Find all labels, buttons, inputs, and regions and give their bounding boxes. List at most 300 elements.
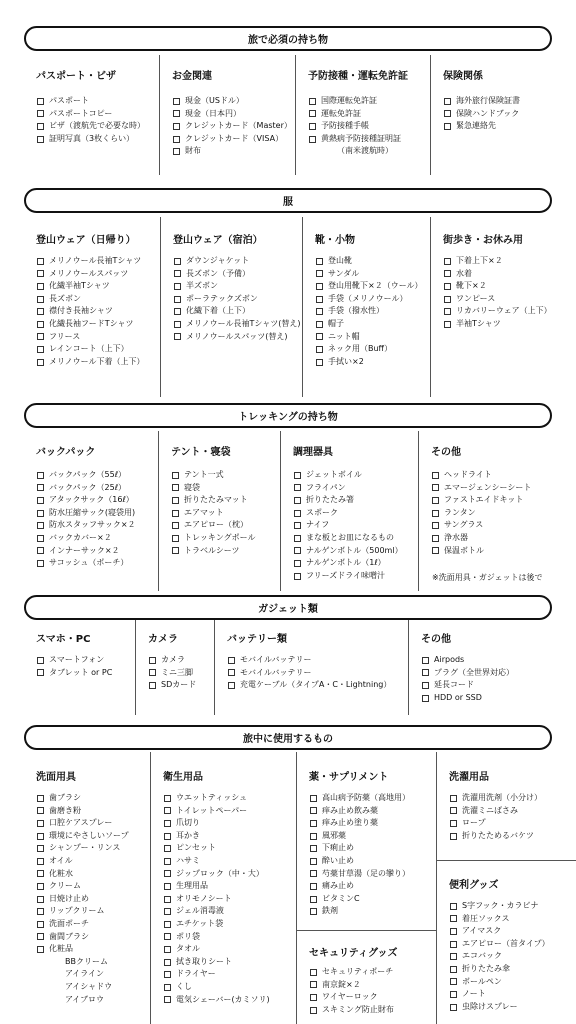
checkbox[interactable] [173, 123, 180, 130]
checkbox[interactable] [309, 98, 316, 105]
checklist-item[interactable] [164, 792, 294, 805]
checkbox[interactable] [294, 547, 301, 554]
checkbox[interactable] [149, 657, 156, 664]
checkbox[interactable] [310, 820, 317, 827]
checklist-item[interactable] [37, 133, 157, 146]
checklist-item[interactable] [422, 667, 574, 680]
checkbox[interactable] [37, 946, 44, 953]
checkbox[interactable] [164, 921, 171, 928]
checkbox[interactable] [173, 136, 180, 143]
checklist-item-label: メリノウール下着（上下） [49, 356, 145, 366]
checkbox[interactable] [422, 669, 429, 676]
checkbox[interactable] [37, 820, 44, 827]
checklist-item[interactable] [294, 545, 416, 558]
checklist-item[interactable] [37, 817, 148, 830]
checkbox[interactable] [444, 308, 451, 315]
checklist-item[interactable] [316, 280, 428, 293]
checkbox[interactable] [37, 258, 44, 265]
checkbox[interactable] [37, 270, 44, 277]
checklist-item[interactable] [228, 654, 406, 667]
checkbox[interactable] [37, 870, 44, 877]
checkbox[interactable] [450, 966, 457, 973]
checklist-item[interactable] [37, 343, 158, 356]
checklist-item[interactable] [172, 532, 278, 545]
checklist-item[interactable] [37, 318, 158, 331]
checklist-item[interactable] [444, 95, 574, 108]
checklist-item[interactable] [172, 545, 278, 558]
checkbox[interactable] [444, 110, 451, 117]
checklist-item[interactable] [432, 532, 574, 545]
checklist-item[interactable] [450, 925, 574, 938]
checkbox[interactable] [316, 333, 323, 340]
checkbox[interactable] [164, 883, 171, 890]
checkbox[interactable] [164, 959, 171, 966]
checkbox[interactable] [316, 296, 323, 303]
checklist-item[interactable] [450, 792, 574, 805]
checklist-item[interactable] [37, 356, 158, 369]
checkbox[interactable] [172, 472, 179, 479]
checkbox[interactable] [37, 497, 44, 504]
checklist-item[interactable] [310, 905, 434, 918]
checklist-item[interactable] [37, 830, 148, 843]
checkbox[interactable] [172, 510, 179, 517]
checklist-item[interactable] [444, 108, 574, 121]
checklist-item[interactable] [174, 331, 300, 344]
checklist-item[interactable] [37, 880, 148, 893]
checklist-item[interactable] [310, 868, 434, 881]
checkbox[interactable] [316, 283, 323, 290]
checklist-item[interactable] [450, 963, 574, 976]
checklist-item[interactable] [164, 855, 294, 868]
checklist-item[interactable] [422, 692, 574, 705]
checkbox[interactable] [172, 547, 179, 554]
checkbox[interactable] [37, 346, 44, 353]
checklist-item[interactable] [309, 120, 428, 133]
checklist-item[interactable] [310, 805, 434, 818]
checklist-item[interactable] [450, 938, 574, 951]
checkbox[interactable] [316, 270, 323, 277]
checkbox[interactable] [294, 573, 301, 580]
checklist-item[interactable] [37, 268, 158, 281]
checkbox[interactable] [450, 807, 457, 814]
checklist-item[interactable] [450, 817, 574, 830]
checkbox[interactable] [450, 941, 457, 948]
checkbox[interactable] [432, 497, 439, 504]
checklist-item[interactable] [316, 305, 428, 318]
checkbox[interactable] [228, 669, 235, 676]
checklist-item[interactable] [316, 331, 428, 344]
checkbox[interactable] [294, 497, 301, 504]
checklist-item[interactable] [432, 507, 574, 520]
checklist-item[interactable] [444, 255, 574, 268]
checkbox[interactable] [37, 547, 44, 554]
checkbox[interactable] [164, 996, 171, 1003]
checklist-item[interactable] [444, 305, 574, 318]
checkbox[interactable] [450, 915, 457, 922]
checkbox[interactable] [37, 123, 44, 130]
checkbox[interactable] [37, 669, 44, 676]
checklist-item[interactable] [164, 918, 294, 931]
checkbox[interactable] [174, 296, 181, 303]
checklist-item[interactable] [37, 893, 148, 906]
checkbox[interactable] [174, 283, 181, 290]
checkbox[interactable] [309, 136, 316, 143]
checklist-item[interactable] [316, 255, 428, 268]
checklist-item[interactable] [37, 905, 148, 918]
checkbox[interactable] [174, 308, 181, 315]
checkbox[interactable] [37, 896, 44, 903]
checklist-item[interactable] [164, 830, 294, 843]
checklist-item[interactable] [164, 931, 294, 944]
checklist-item[interactable] [450, 913, 574, 926]
checklist-item[interactable] [37, 494, 156, 507]
checklist-item[interactable] [37, 469, 156, 482]
checklist-item[interactable] [164, 880, 294, 893]
checklist-item[interactable] [164, 943, 294, 956]
checklist-item[interactable] [294, 469, 416, 482]
checklist-item[interactable] [294, 519, 416, 532]
checklist-item[interactable] [294, 557, 416, 570]
checklist-item[interactable] [172, 482, 278, 495]
checklist-item[interactable] [310, 880, 434, 893]
checklist-item[interactable] [37, 792, 148, 805]
checkbox[interactable] [172, 497, 179, 504]
checkbox[interactable] [37, 98, 44, 105]
checklist-item[interactable] [310, 830, 434, 843]
checkbox[interactable] [149, 669, 156, 676]
checkbox[interactable] [228, 657, 235, 664]
checkbox[interactable] [294, 472, 301, 479]
checkbox[interactable] [316, 346, 323, 353]
checklist-item[interactable] [164, 893, 294, 906]
checklist-item[interactable] [310, 842, 434, 855]
section-essentials [0, 55, 576, 175]
checkbox[interactable] [294, 560, 301, 567]
checklist-item[interactable] [164, 981, 294, 994]
checklist-item[interactable] [422, 654, 574, 667]
checkbox[interactable] [37, 845, 44, 852]
checkbox[interactable] [37, 472, 44, 479]
checklist-item[interactable] [174, 280, 300, 293]
checkbox[interactable] [164, 971, 171, 978]
checkbox[interactable] [310, 981, 317, 988]
checkbox[interactable] [450, 991, 457, 998]
checkbox[interactable] [37, 510, 44, 517]
checklist-item[interactable] [310, 817, 434, 830]
checklist-item[interactable] [309, 133, 428, 146]
checklist-item[interactable] [294, 532, 416, 545]
checklist-item[interactable] [149, 679, 212, 692]
checkbox[interactable] [310, 870, 317, 877]
checkbox[interactable] [37, 296, 44, 303]
checklist-item[interactable] [432, 482, 574, 495]
checkbox[interactable] [174, 258, 181, 265]
checklist-item[interactable] [444, 268, 574, 281]
checklist-item[interactable] [149, 654, 212, 667]
checkbox[interactable] [310, 807, 317, 814]
checklist-item[interactable] [37, 280, 158, 293]
checklist-item[interactable] [450, 950, 574, 963]
checkbox[interactable] [316, 308, 323, 315]
checklist-item[interactable] [316, 293, 428, 306]
checklist-item[interactable] [37, 557, 156, 570]
checklist-item-label: 洗濯用洗剤（小分け） [462, 793, 542, 802]
checkbox[interactable] [164, 870, 171, 877]
checklist-item[interactable] [174, 268, 300, 281]
checkbox[interactable] [444, 321, 451, 328]
checklist-item[interactable] [164, 817, 294, 830]
checklist-item[interactable] [37, 805, 148, 818]
checkbox[interactable] [310, 994, 317, 1001]
checklist-item[interactable] [444, 293, 574, 306]
checklist-item[interactable] [37, 931, 148, 944]
checkbox[interactable] [450, 928, 457, 935]
checkbox[interactable] [450, 820, 457, 827]
checklist-item[interactable] [173, 95, 293, 108]
checklist-item[interactable] [37, 918, 148, 931]
checkbox[interactable] [37, 308, 44, 315]
checkbox[interactable] [316, 359, 323, 366]
checklist-item[interactable] [432, 545, 574, 558]
checkbox[interactable] [444, 123, 451, 130]
checklist-item[interactable] [37, 654, 133, 667]
checkbox[interactable] [164, 845, 171, 852]
checkbox[interactable] [310, 883, 317, 890]
checklist-item[interactable] [432, 469, 574, 482]
checklist-item[interactable] [310, 1004, 434, 1017]
checklist-item[interactable] [164, 956, 294, 969]
checklist-item[interactable] [294, 570, 416, 583]
checkbox[interactable] [37, 921, 44, 928]
checkbox[interactable] [149, 682, 156, 689]
checklist-item[interactable] [422, 679, 574, 692]
checkbox[interactable] [294, 535, 301, 542]
checklist-item[interactable] [310, 855, 434, 868]
checklist-item[interactable] [316, 318, 428, 331]
checkbox[interactable] [450, 833, 457, 840]
checkbox[interactable] [444, 283, 451, 290]
checklist-item[interactable] [37, 519, 156, 532]
checklist-item[interactable] [164, 868, 294, 881]
checkbox[interactable] [432, 522, 439, 529]
checklist-item[interactable] [309, 95, 428, 108]
checkbox[interactable] [174, 321, 181, 328]
checkbox[interactable] [37, 807, 44, 814]
checklist-item[interactable] [164, 805, 294, 818]
checklist-item[interactable] [172, 507, 278, 520]
checkbox[interactable] [432, 484, 439, 491]
checkbox[interactable] [37, 883, 44, 890]
checkbox[interactable] [164, 946, 171, 953]
checkbox[interactable] [432, 547, 439, 554]
checklist-item[interactable] [450, 805, 574, 818]
checkbox[interactable] [164, 820, 171, 827]
checklist-item[interactable] [450, 1001, 574, 1014]
checkbox[interactable] [37, 858, 44, 865]
checkbox[interactable] [172, 484, 179, 491]
checklist-item[interactable] [172, 494, 278, 507]
checkbox[interactable] [164, 807, 171, 814]
checklist-item[interactable] [174, 293, 300, 306]
checklist-item[interactable] [310, 966, 434, 979]
checklist-item[interactable] [310, 792, 434, 805]
checklist-item[interactable] [164, 842, 294, 855]
checklist-item[interactable] [172, 469, 278, 482]
checkbox[interactable] [173, 98, 180, 105]
checklist-item[interactable] [316, 343, 428, 356]
checkbox[interactable] [294, 510, 301, 517]
checkbox[interactable] [172, 535, 179, 542]
checkbox[interactable] [422, 682, 429, 689]
checkbox[interactable] [37, 833, 44, 840]
checkbox[interactable] [294, 522, 301, 529]
checkbox[interactable] [37, 110, 44, 117]
checkbox[interactable] [164, 908, 171, 915]
checkbox[interactable] [172, 522, 179, 529]
checkbox[interactable] [422, 695, 429, 702]
checkbox[interactable] [450, 1004, 457, 1011]
checkbox[interactable] [37, 333, 44, 340]
checklist-item[interactable] [450, 988, 574, 1001]
checklist-item[interactable] [37, 305, 158, 318]
checkbox[interactable] [316, 321, 323, 328]
checklist-item[interactable] [37, 532, 156, 545]
checklist-item[interactable] [450, 830, 574, 843]
checklist-item[interactable] [310, 893, 434, 906]
checkbox[interactable] [37, 535, 44, 542]
checklist-item[interactable] [37, 331, 158, 344]
checklist-item[interactable] [37, 95, 157, 108]
checklist-item[interactable] [316, 268, 428, 281]
checkbox[interactable] [164, 795, 171, 802]
checkbox[interactable] [310, 908, 317, 915]
checkbox[interactable] [310, 833, 317, 840]
checkbox[interactable] [164, 833, 171, 840]
checklist-item[interactable] [37, 108, 157, 121]
checklist-item[interactable] [432, 519, 574, 532]
checklist-item[interactable] [310, 979, 434, 992]
checklist-item[interactable] [37, 943, 148, 956]
checkbox[interactable] [164, 896, 171, 903]
checkbox[interactable] [450, 903, 457, 910]
checklist-item[interactable] [174, 255, 300, 268]
checkbox[interactable] [37, 283, 44, 290]
checkbox[interactable] [432, 535, 439, 542]
checklist-item[interactable] [450, 900, 574, 913]
checklist-item[interactable] [432, 494, 574, 507]
checkbox[interactable] [444, 258, 451, 265]
checklist-item[interactable] [444, 280, 574, 293]
checklist-item[interactable] [37, 545, 156, 558]
checklist-item[interactable] [37, 868, 148, 881]
checkbox[interactable] [37, 908, 44, 915]
checkbox[interactable] [37, 560, 44, 567]
checklist-item[interactable] [164, 994, 294, 1007]
checklist-item[interactable] [228, 667, 406, 680]
checkbox[interactable] [164, 984, 171, 991]
checkbox[interactable] [37, 359, 44, 366]
checklist-item[interactable] [174, 305, 300, 318]
checkbox[interactable] [37, 484, 44, 491]
checkbox[interactable] [450, 978, 457, 985]
checklist-item[interactable] [450, 976, 574, 989]
checkbox[interactable] [450, 953, 457, 960]
checklist-item[interactable] [173, 120, 293, 133]
checklist-item[interactable] [173, 108, 293, 121]
checkbox[interactable] [37, 321, 44, 328]
checkbox[interactable] [37, 657, 44, 664]
checkbox[interactable] [432, 472, 439, 479]
checklist-item[interactable] [164, 905, 294, 918]
checkbox[interactable] [37, 795, 44, 802]
checklist-item[interactable] [37, 482, 156, 495]
checkbox[interactable] [37, 136, 44, 143]
checkbox[interactable] [444, 98, 451, 105]
checklist-item[interactable] [37, 120, 157, 133]
checklist-item[interactable] [173, 133, 293, 146]
checkbox[interactable] [294, 484, 301, 491]
checkbox[interactable] [309, 110, 316, 117]
checklist-item[interactable] [294, 507, 416, 520]
checkbox[interactable] [310, 845, 317, 852]
checkbox[interactable] [310, 969, 317, 976]
checkbox[interactable] [173, 148, 180, 155]
checkbox[interactable] [444, 296, 451, 303]
checkbox[interactable] [37, 933, 44, 940]
checklist-item[interactable] [37, 293, 158, 306]
checkbox[interactable] [173, 110, 180, 117]
column-hiking-overnight [160, 217, 302, 397]
checkbox[interactable] [164, 933, 171, 940]
checkbox[interactable] [164, 858, 171, 865]
checklist-item[interactable] [294, 482, 416, 495]
checkbox[interactable] [444, 270, 451, 277]
checklist-item[interactable] [310, 991, 434, 1004]
checkbox[interactable] [310, 1007, 317, 1014]
checklist-item[interactable] [37, 842, 148, 855]
checkbox[interactable] [228, 682, 235, 689]
checklist-item[interactable] [174, 318, 300, 331]
checkbox[interactable] [432, 510, 439, 517]
checkbox[interactable] [309, 123, 316, 130]
checklist-item[interactable] [172, 519, 278, 532]
checkbox[interactable] [174, 270, 181, 277]
checkbox[interactable] [450, 795, 457, 802]
checklist-item[interactable] [294, 494, 416, 507]
checklist-item[interactable] [444, 120, 574, 133]
checkbox[interactable] [310, 795, 317, 802]
column-title-handy: 便利グッズ [449, 880, 499, 891]
checkbox[interactable] [37, 522, 44, 529]
checklist-item[interactable] [309, 108, 428, 121]
checkbox[interactable] [174, 333, 181, 340]
checklist-item[interactable] [173, 145, 293, 158]
checklist-item[interactable] [149, 667, 212, 680]
checkbox[interactable] [310, 858, 317, 865]
checklist-item[interactable] [316, 356, 428, 369]
checklist-item[interactable] [37, 255, 158, 268]
checklist-item[interactable] [37, 667, 133, 680]
checklist-item[interactable] [228, 679, 406, 692]
checkbox[interactable] [316, 258, 323, 265]
checklist-item[interactable] [444, 318, 574, 331]
checklist-item-label: 長ズボン [49, 293, 81, 303]
checklist-item[interactable] [164, 968, 294, 981]
checklist-item[interactable] [37, 855, 148, 868]
checklist-item[interactable] [37, 507, 156, 520]
checkbox[interactable] [310, 896, 317, 903]
checkbox[interactable] [422, 657, 429, 664]
